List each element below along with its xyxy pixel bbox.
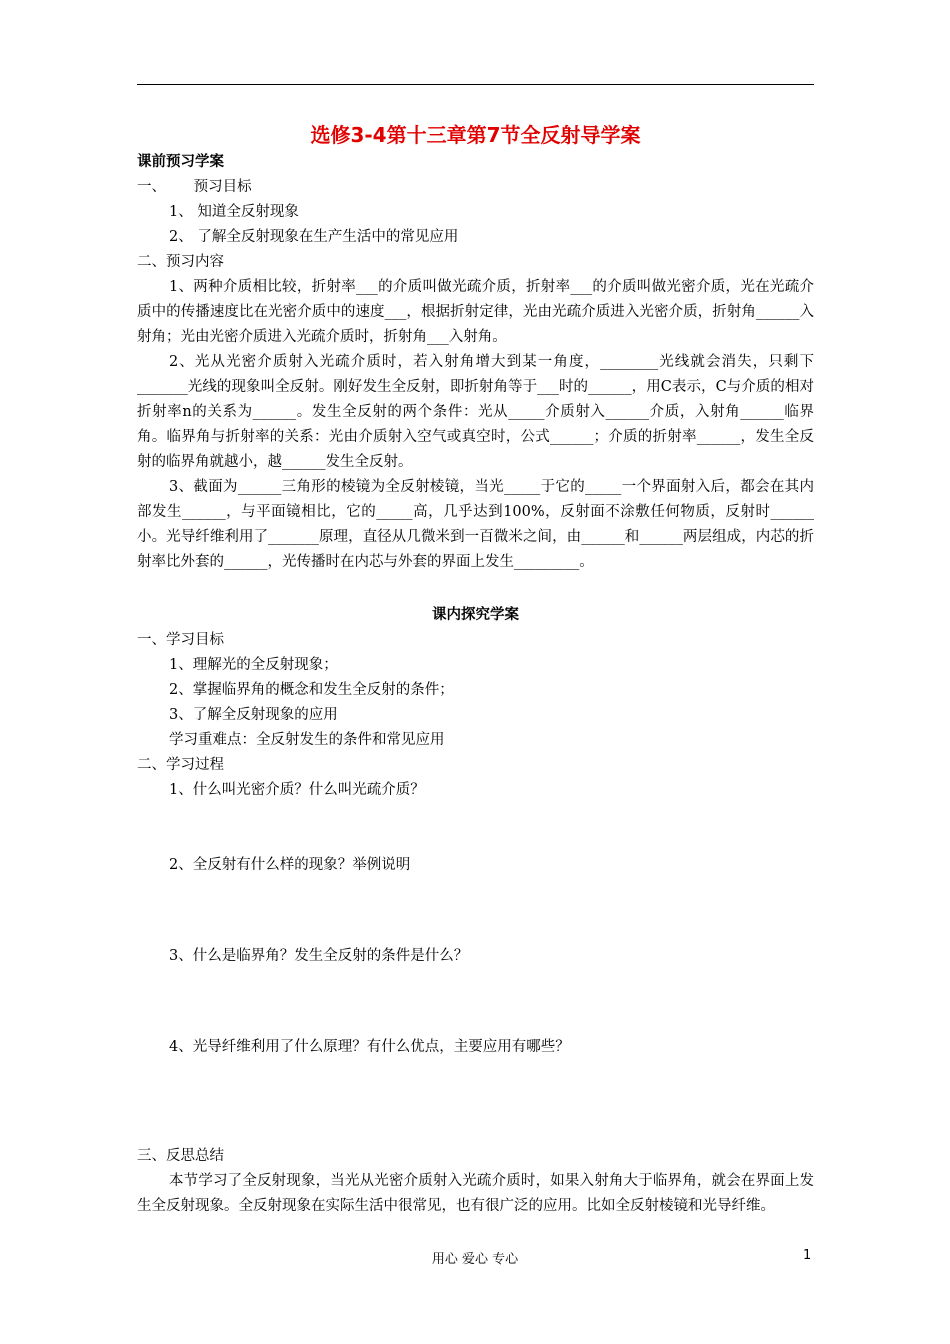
preview-goal: 2、 了解全反射现象在生产生活中的常见应用	[169, 229, 459, 245]
question: 1、什么叫光密介质？什么叫光疏介质？	[169, 782, 425, 798]
preview-paragraph: 2、光从光密介质射入光疏介质时，若入射角增大到某一角度，________光线就会消失，只剩下_______光线的现象叫全反射。刚好发生全反射，即折射角等于___时的______，用C表示，C与介质的相对折射率n的关系为______。发生全反射的两个条件：光从_____介质射入______介质，入射角______临界角。临界角与折射率的关系：光由介质射入空气或真空时，公式______；介质的折射率______，发生全反射的临界角就越小，越______发生全反射。	[137, 354, 814, 470]
preview-paragraph: 3、截面为______三角形的棱镜为全反射棱镜，当光_____于它的_____一个界面射入后，都会在其内部发生______，与平面镜相比，它的_____高，几乎达到100%，反射面不涂敷任何物质，反射时______小。光导纤维利用了_______原理，直径从几微米到一百微米之间，由______和______两层组成，内芯的折射率比外套的______，光传播时在内芯与外套的界面上发生_________。	[137, 479, 814, 570]
inclass-heading: 课内探究学案	[432, 607, 519, 623]
inclass-goal: 1、理解光的全反射现象；	[169, 657, 338, 673]
question: 2、全反射有什么样的现象？举例说明	[169, 857, 411, 873]
summary-paragraph: 本节学习了全反射现象，当光从光密介质射入光疏介质时，如果入射角大于临界角，就会在界面上发生全反射现象。全反射现象在实际生活中很常见，也有很广泛的应用。比如全反射棱镜和光导纤维。	[137, 1173, 814, 1214]
header-rule	[137, 84, 814, 85]
inclass-section-1-title: 一、学习目标	[137, 632, 224, 648]
preview-goal: 1、 知道全反射现象	[169, 204, 299, 220]
preview-section-1-title: 一、 预习目标	[137, 179, 252, 195]
inclass-key-points: 学习重难点：全反射发生的条件和常见应用	[169, 732, 445, 748]
footer-text: 用心 爱心 专心	[431, 1252, 519, 1267]
question: 4、光导纤维利用了什么原理？有什么优点，主要应用有哪些？	[169, 1039, 570, 1055]
preview-paragraph: 1、两种介质相比较，折射率___的介质叫做光疏介质，折射率___的介质叫做光密介质，光在光疏介质中的传播速度比在光密介质中的速度___，根据折射定律，光由光疏介质进入光密介质，折射角______入射角；光由光密介质进入光疏介质时，折射角___入射角。	[137, 279, 814, 345]
page-number: 1	[803, 1248, 812, 1263]
question: 3、什么是临界角？发生全反射的条件是什么？	[169, 948, 469, 964]
inclass-goal: 3、了解全反射现象的应用	[169, 707, 338, 723]
inclass-section-2-title: 二、学习过程	[137, 757, 224, 773]
inclass-goal: 2、掌握临界角的概念和发生全反射的条件；	[169, 682, 454, 698]
document-body	[137, 120, 814, 1219]
inclass-section-3-title: 三、反思总结	[137, 1148, 224, 1164]
preview-heading: 课前预习学案	[137, 154, 224, 170]
document-title: 选修3-4第十三章第7节全反射导学案	[310, 123, 641, 147]
preview-section-2-title: 二、预习内容	[137, 254, 224, 270]
